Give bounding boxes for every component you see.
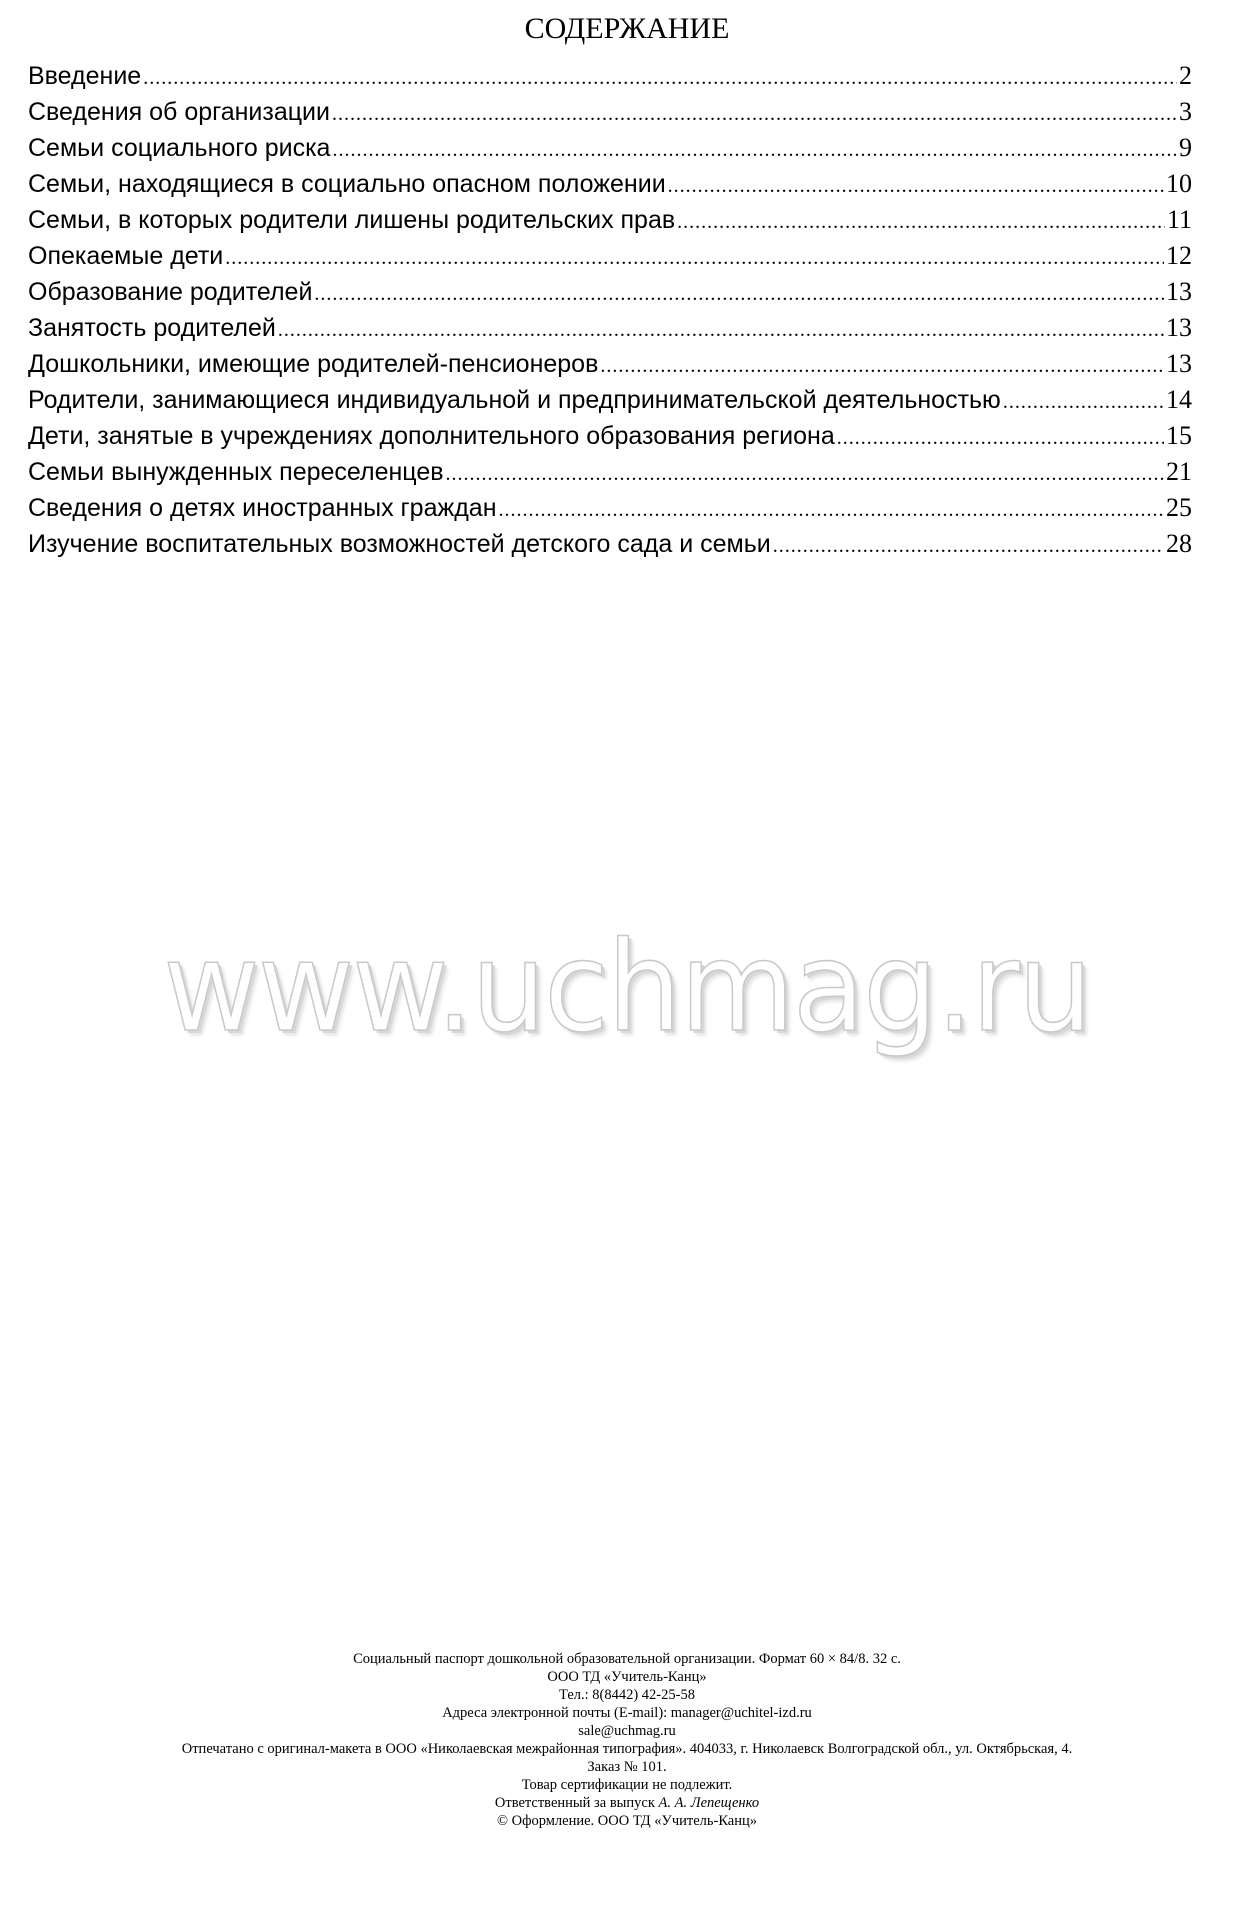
toc-entry xyxy=(28,130,1192,166)
toc-entry-title: Дошкольники, имеющие родителей-пенсионеров xyxy=(28,350,599,378)
toc-dot-leader xyxy=(773,528,1164,564)
toc-entry xyxy=(28,526,1192,562)
toc-entry-title: Изучение воспитательных возможностей детского сада и семьи xyxy=(28,530,771,558)
toc-entry xyxy=(28,202,1192,238)
toc-dot-leader xyxy=(332,132,1177,168)
toc-entry xyxy=(28,94,1192,130)
toc-entry-page: 11 xyxy=(1166,205,1192,234)
imprint-line: Заказ № 101. xyxy=(587,1759,667,1775)
toc-entry-page: 14 xyxy=(1166,385,1192,414)
toc-entry xyxy=(28,274,1192,310)
toc-entry xyxy=(28,166,1192,202)
toc-entry-title: Дети, занятые в учреждениях дополнительного образования региона xyxy=(28,422,835,450)
toc-entry xyxy=(28,454,1192,490)
toc-dot-leader xyxy=(677,204,1165,240)
toc-entry-title: Семьи социального риска xyxy=(28,134,331,162)
toc-entry-page: 25 xyxy=(1166,493,1192,522)
toc-entry-title: Семьи вынужденных переселенцев xyxy=(28,458,444,486)
toc-entry xyxy=(28,310,1192,346)
toc-entry-title: Введение xyxy=(28,62,142,90)
toc-entry xyxy=(28,58,1192,94)
table-of-contents xyxy=(28,58,1192,562)
watermark: www.uchmag.ru xyxy=(163,914,1091,1060)
toc-entry-page: 13 xyxy=(1166,277,1192,306)
toc-dot-leader xyxy=(314,276,1164,312)
toc-dot-leader xyxy=(446,456,1164,492)
toc-dot-leader xyxy=(143,60,1177,96)
imprint-line: © Оформление. ООО ТД «Учитель-Канц» xyxy=(496,1813,758,1829)
toc-entry-title: Опекаемые дети xyxy=(28,242,224,270)
toc-entry-title: Родители, занимающиеся индивидуальной и предпринимательской деятельностью xyxy=(28,386,1001,414)
toc-entry xyxy=(28,346,1192,382)
imprint-line xyxy=(0,1794,1254,1812)
toc-dot-leader xyxy=(1003,384,1164,420)
toc-dot-leader xyxy=(499,492,1164,528)
toc-entry xyxy=(28,382,1192,418)
toc-entry-title: Семьи, находящиеся в социально опасном положении xyxy=(28,170,666,198)
toc-entry-page: 2 xyxy=(1179,61,1192,90)
responsible-name: А. А. Лепещенко xyxy=(658,1795,760,1811)
toc-entry-title: Сведения о детях иностранных граждан xyxy=(28,494,497,522)
toc-entry-page: 9 xyxy=(1179,133,1192,162)
imprint-line: Адреса электронной почты (E-mail): manager@uchitel-izd.ru xyxy=(442,1705,812,1721)
toc-entry-title: Образование родителей xyxy=(28,278,313,306)
toc-entry-page: 12 xyxy=(1166,241,1192,270)
imprint-line: ООО ТД «Учитель-Канц» xyxy=(547,1669,707,1685)
toc-entry-page: 21 xyxy=(1166,457,1192,486)
imprint-line: Товар сертификации не подлежит. xyxy=(521,1777,733,1793)
toc-dot-leader xyxy=(668,168,1164,204)
toc-entry-page: 10 xyxy=(1166,169,1192,198)
imprint-line: Тел.: 8(8442) 42-25-58 xyxy=(559,1687,695,1703)
toc-entry-page: 15 xyxy=(1166,421,1192,450)
toc-entry-page: 3 xyxy=(1179,97,1192,126)
toc-dot-leader xyxy=(278,312,1164,348)
toc-entry-page: 28 xyxy=(1166,529,1192,558)
toc-dot-leader xyxy=(837,420,1164,456)
toc-entry-page: 13 xyxy=(1166,349,1192,378)
toc-entry-title: Занятость родителей xyxy=(28,314,276,342)
toc-entry xyxy=(28,238,1192,274)
toc-entry xyxy=(28,490,1192,526)
imprint-line: Социальный паспорт дошкольной образовательной организации. Формат 60 × 84/8. 32 с. xyxy=(353,1651,901,1667)
imprint-block xyxy=(0,1650,1254,1830)
imprint-line: Отпечатано с оригинал-макета в ООО «Николаевская межрайонная типография». 404033, г. Николаевск Волгоградской обл., ул. Октябрьская, 4. xyxy=(181,1741,1073,1757)
toc-entry-title: Сведения об организации xyxy=(28,98,330,126)
page-title: СОДЕРЖАНИЕ xyxy=(524,12,730,45)
toc-dot-leader xyxy=(225,240,1164,276)
responsible-label: Ответственный за выпуск xyxy=(494,1795,655,1811)
toc-dot-leader xyxy=(332,96,1177,132)
imprint-line: sale@uchmag.ru xyxy=(578,1723,676,1739)
toc-entry-title: Семьи, в которых родители лишены родительских прав xyxy=(28,206,676,234)
toc-entry xyxy=(28,418,1192,454)
toc-dot-leader xyxy=(600,348,1164,384)
toc-entry-page: 13 xyxy=(1166,313,1192,342)
